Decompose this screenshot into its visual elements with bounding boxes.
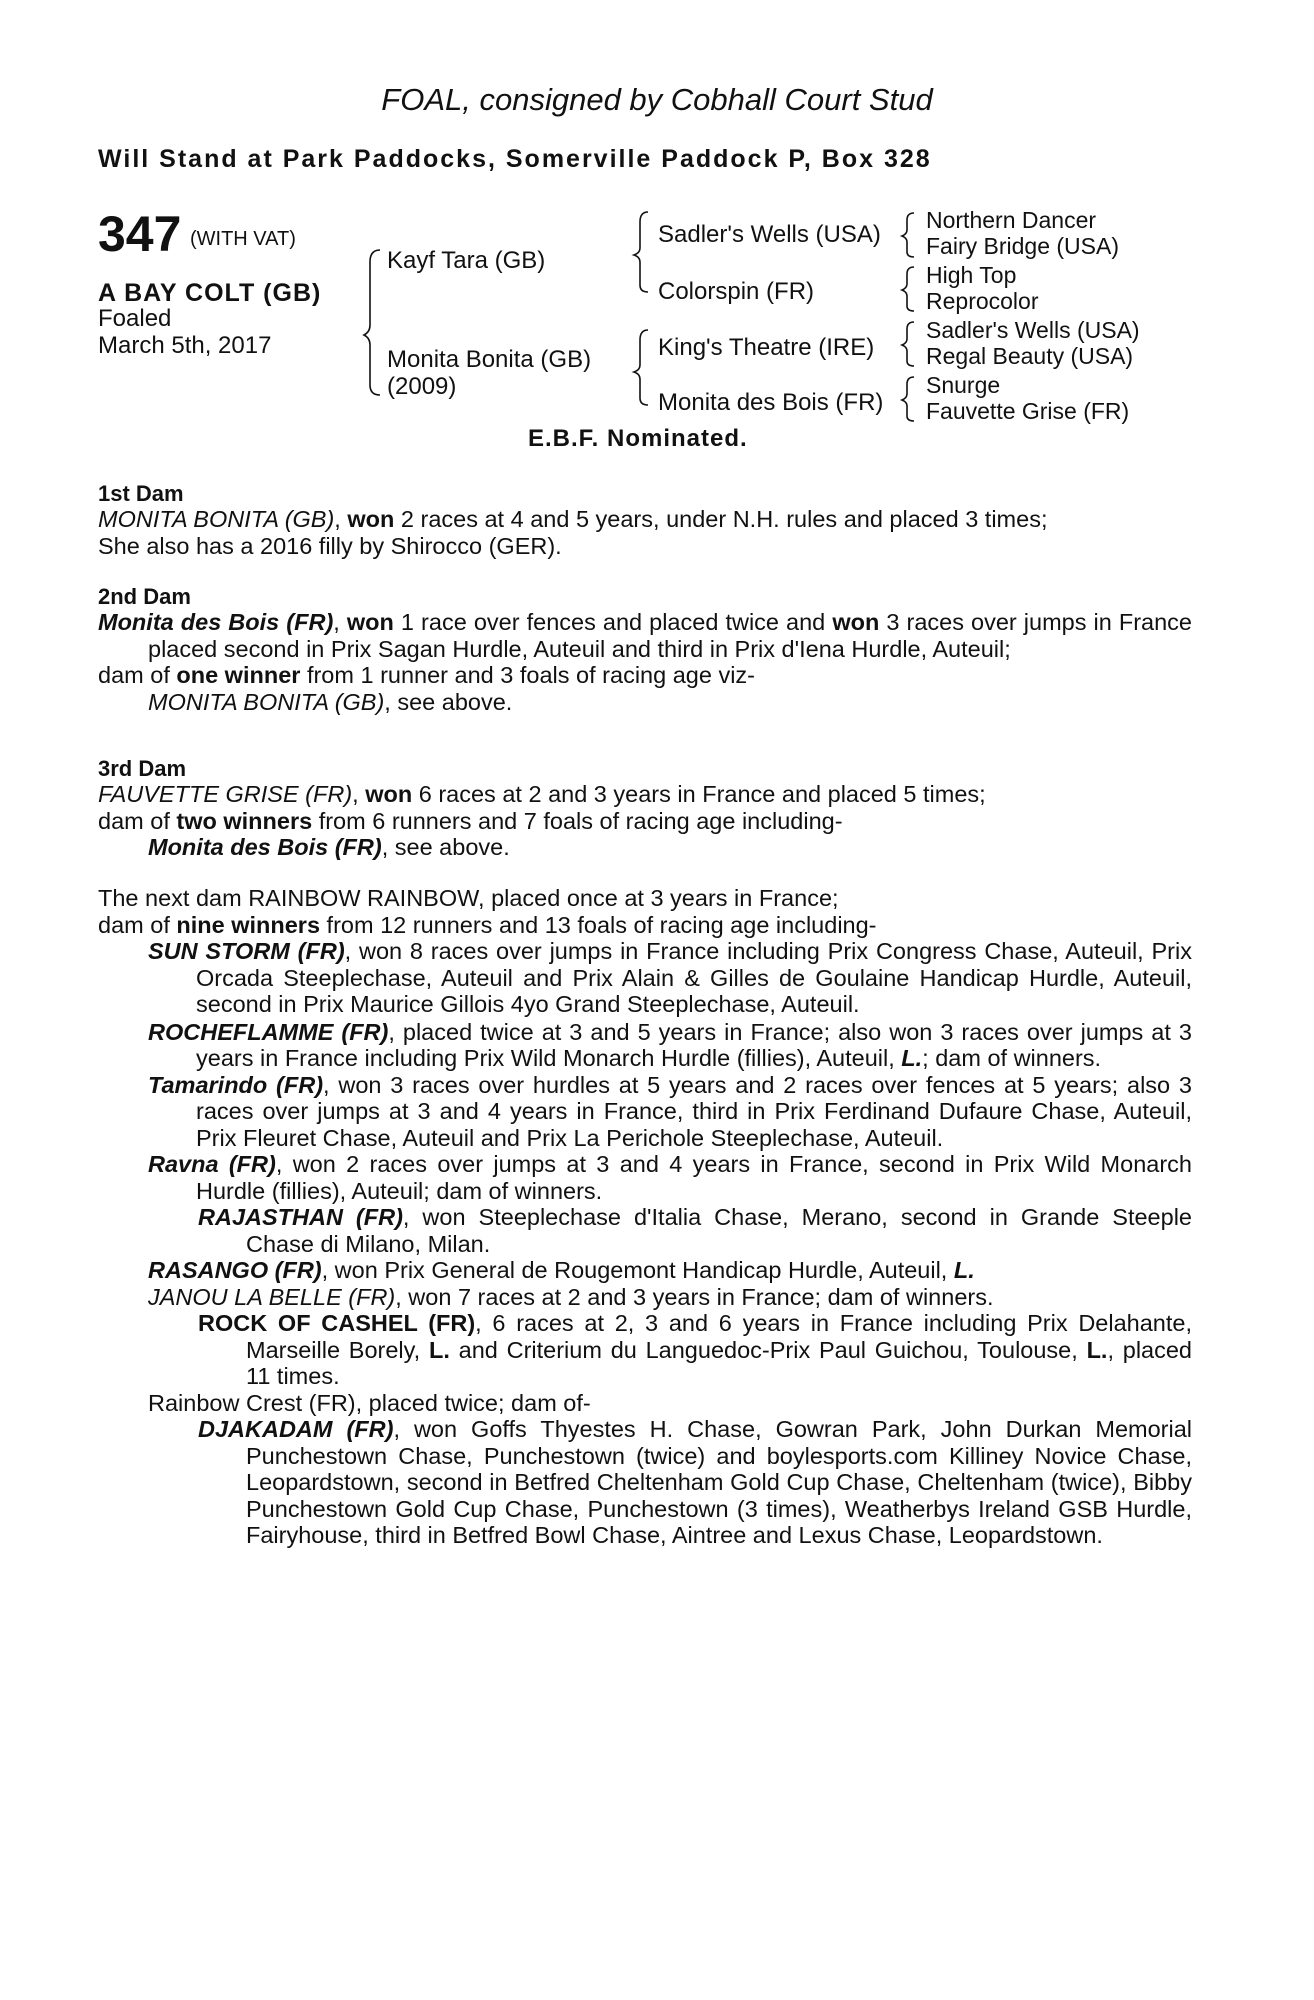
produce-rock-of-cashel: ROCK OF CASHEL (FR), 6 races at 2, 3 and 6 years in France including Prix Delahante, Marseille Borely, L. and Criterium du Languedoc-Prix Paul Guichou, Toulouse, L., placed 11 times.	[198, 1310, 1193, 1389]
second-dam-name: Monita des Bois (FR)	[98, 609, 334, 635]
first-dam-text: MONITA BONITA (GB), won 2 races at 4 and 5 years, under N.H. rules and placed 3 times; She also has a 2016 filly by Shirocco (GER).	[98, 506, 1048, 559]
produce-rocheflamme: ROCHEFLAMME (FR), placed twice at 3 and 5 years in France; also won 3 races over jumps at 3 years in France including Prix Wild Monarch Hurdle (fillies), Auteuil, L.; dam of winners.	[148, 1018, 1192, 1071]
produce-rainbow-crest: Rainbow Crest (FR), placed twice; dam of-	[148, 1389, 591, 1416]
ped-ssd: Fairy Bridge (USA)	[926, 233, 1119, 259]
stand-location: Will Stand at Park Paddocks, Somerville Paddock P, Box 328	[98, 145, 932, 173]
dam-sire: King's Theatre (IRE)	[658, 334, 875, 361]
sire-sire: Sadler's Wells (USA)	[658, 221, 881, 248]
foaled-label: Foaled	[98, 305, 172, 332]
first-dam-name: MONITA BONITA (GB)	[98, 506, 335, 532]
third-dam-text: FAUVETTE GRISE (FR), won 6 races at 2 and 3 years in France and placed 5 times; dam of two winners from 6 runners and 7 foals of racing age including- Monita des Bois (FR), see above.	[98, 781, 986, 860]
ped-dds: Snurge	[926, 372, 1001, 398]
ebf-nominated: E.B.F. Nominated.	[528, 425, 748, 452]
dam-year: (2009)	[387, 373, 457, 400]
vat-note: (WITH VAT)	[190, 228, 296, 250]
ped-ddd: Fauvette Grise (FR)	[926, 398, 1130, 424]
produce-rajasthan: RAJASTHAN (FR), won Steeplechase d'Italia Chase, Merano, second in Grande Steeple Chase di Milano, Milan.	[198, 1204, 1192, 1257]
dam-dam: Monita des Bois (FR)	[658, 389, 884, 416]
third-dam-name: FAUVETTE GRISE (FR)	[98, 781, 353, 807]
produce-rasango: RASANGO (FR), won Prix General de Rougemont Handicap Hurdle, Auteuil, L.	[148, 1257, 975, 1283]
produce-tamarindo: Tamarindo (FR), won 3 races over hurdles at 5 years and 2 races over fences at 5 years; also 3 races over jumps at 3 and 4 years in France, third in Prix Ferdinand Dufaure Chase, Auteuil, Prix Fleuret Chase, Auteuil and Prix La Perichole Steeplechase, Auteuil.	[148, 1071, 1192, 1151]
produce-ravna: Ravna (FR), won 2 races over jumps at 3 and 4 years in France, second in Prix Wild Monarch Hurdle (fillies), Auteuil; dam of winners.	[148, 1151, 1192, 1204]
produce-sun-storm: SUN STORM (FR), won 8 races over jumps in France including Prix Congress Chase, Auteuil, Prix Orcada Steeplechase, Auteuil and Prix Alain & Gilles de Goulaine Handicap Hurdle, Auteuil, second in Prix Maurice Gillois 4yo Grand Steeplechase, Auteuil.	[148, 938, 1192, 1017]
ped-sds: High Top	[926, 262, 1017, 288]
produce-list	[148, 938, 1192, 1549]
second-dam-heading: 2nd Dam	[98, 584, 191, 609]
lot-number: 347	[98, 206, 182, 262]
sire-dam: Colorspin (FR)	[658, 278, 815, 305]
ped-sdd: Reprocolor	[926, 288, 1039, 314]
sire-name: Kayf Tara (GB)	[387, 247, 546, 274]
pedigree-brackets	[0, 0, 1314, 450]
produce-janou-la-belle: JANOU LA BELLE (FR), won 7 races at 2 and 3 years in France; dam of winners.	[148, 1283, 994, 1310]
foal-date: March 5th, 2017	[98, 332, 272, 359]
dam-name: Monita Bonita (GB)	[387, 346, 592, 373]
ped-dsd: Regal Beauty (USA)	[926, 343, 1134, 369]
third-dam-heading: 3rd Dam	[98, 756, 187, 781]
second-dam-text: Monita des Bois (FR), won 1 race over fences and placed twice and won 3 races over jumps in France placed second in Prix Sagan Hurdle, Auteuil and third in Prix d'Iena Hurdle, Auteuil; dam of one winner from 1 runner and 3 foals of racing age viz- MONITA BONITA (GB), see above.	[98, 609, 1192, 715]
ped-dss: Sadler's Wells (USA)	[926, 317, 1140, 343]
first-dam-heading: 1st Dam	[98, 481, 184, 506]
produce-djakadam: DJAKADAM (FR), won Goffs Thyestes H. Chase, Gowran Park, John Durkan Memorial Punchestown Chase, Punchestown (twice) and boylesports.com Killiney Novice Chase, Leopardstown, second in Betfred Cheltenham Gold Cup Chase, Cheltenham (twice), Bibby Punchestown Gold Cup Chase, Punchestown (3 times), Weatherbys Ireland GSB Hurdle, Fairyhouse, third in Betfred Bowl Chase, Aintree and Lexus Chase, Leopardstown.	[198, 1416, 1192, 1548]
consignor-line: FOAL, consigned by Cobhall Court Stud	[381, 82, 933, 117]
lot-description: A BAY COLT (GB)	[98, 279, 322, 307]
ped-sss: Northern Dancer	[926, 207, 1097, 233]
next-dam-intro: The next dam RAINBOW RAINBOW, placed once at 3 years in France; dam of nine winners from 12 runners and 13 foals of racing age including-	[98, 885, 877, 938]
